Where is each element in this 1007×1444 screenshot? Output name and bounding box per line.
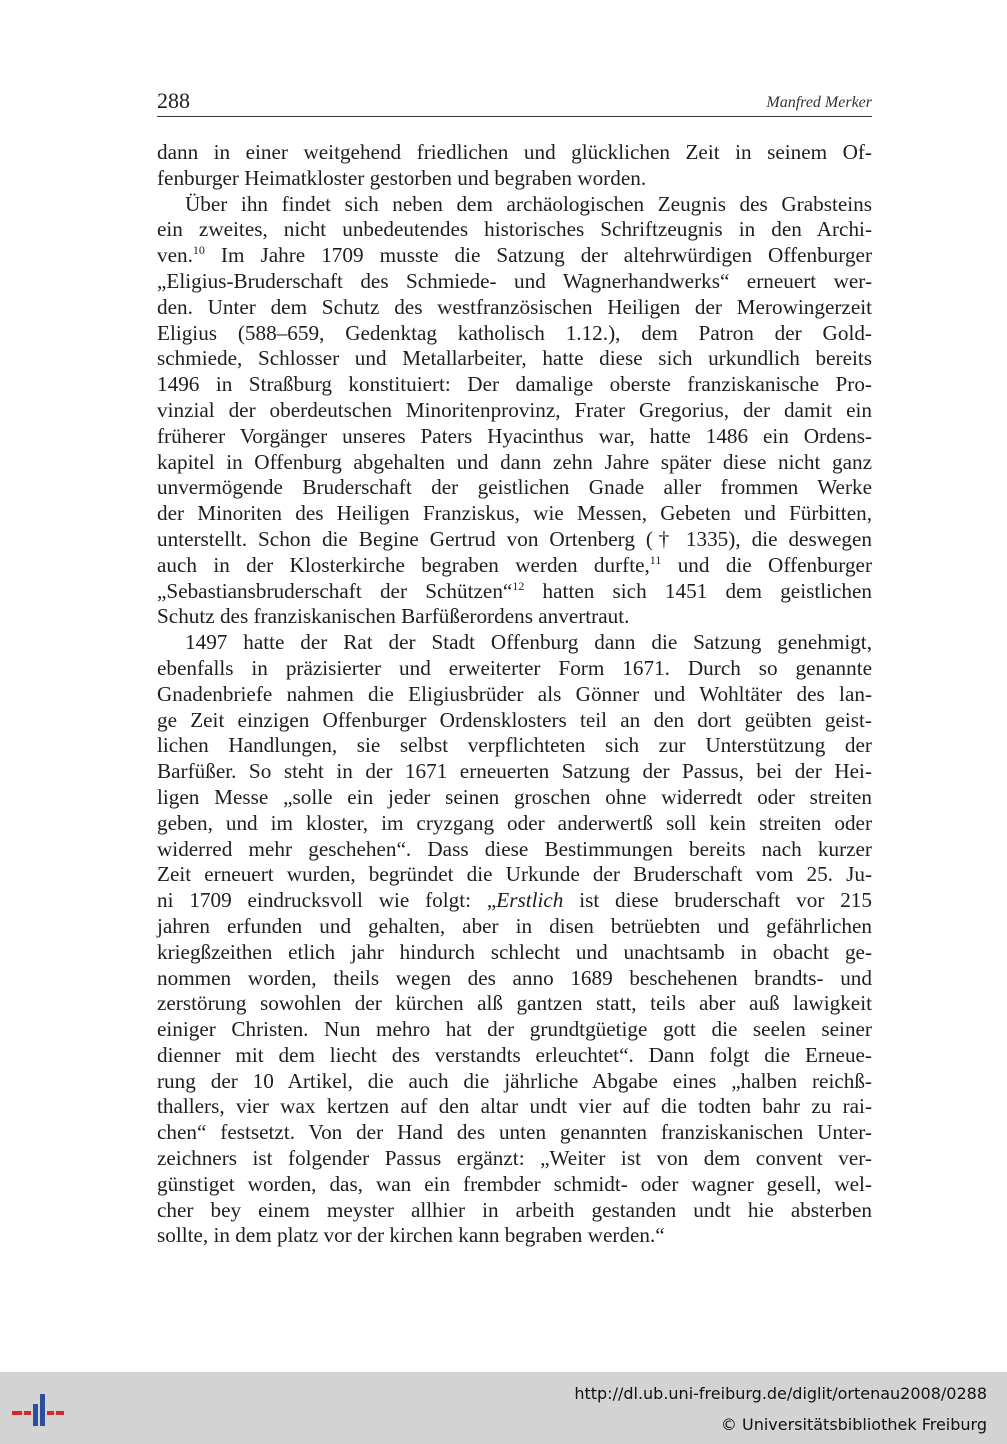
text-line xyxy=(157,579,872,605)
text-line xyxy=(157,243,872,269)
text-segment: Im Jahre 1709 musste die Satzung der altehrwürdigen Offenburger xyxy=(204,243,872,268)
text-segment: und die Offenburger xyxy=(661,552,872,577)
text-line: Schutz des franziskanischen Barfüßerordens anvertraut. xyxy=(157,604,630,629)
text-line: „Eligius-Bruderschaft des Schmiede- und Wagnerhandwerks“ erneuert wer- xyxy=(157,268,872,293)
text-line: zeichners ist folgender Passus ergänzt: „Weiter ist von dem convent ver- xyxy=(157,1146,872,1171)
text-line: Zeit erneuert wurden, begründet die Urkunde der Bruderschaft vom 25. Ju- xyxy=(157,862,872,887)
text-line: einiger Christen. Nun mehro hat der grundtgüetige gott die seelen seiner xyxy=(157,1017,872,1042)
text-line: Gnadenbriefe nahmen die Eligiusbrüder als Gönner und Wohltäter des lan- xyxy=(157,681,872,706)
footnote-marker[interactable]: 10 xyxy=(192,243,205,258)
text-segment: „Sebastiansbruderschaft der Schützen“ xyxy=(157,578,513,603)
text-line: vinzial der oberdeutschen Minoritenprovinz, Frater Gregorius, der damit ein xyxy=(157,397,872,422)
text-segment: hatten sich 1451 dem geistlichen xyxy=(524,578,873,603)
text-segment: ist diese bruderschaft vor 215 xyxy=(563,888,872,913)
text-line xyxy=(157,888,872,914)
text-line: jahren erfunden und gehalten, aber in disen betrüebten und gefährlichen xyxy=(157,913,872,938)
text-segment: ven. xyxy=(157,243,193,268)
footer-bar xyxy=(0,1372,1007,1444)
text-line: kapitel in Offenburg abgehalten und dann zehn Jahre später diese nicht ganz xyxy=(157,449,872,474)
text-line: Eligius (588–659, Gedenktag katholisch 1.12.), dem Patron der Gold- xyxy=(157,320,872,345)
text-line: früherer Vorgänger unseres Paters Hyacinthus war, hatte 1486 ein Ordens- xyxy=(157,423,872,448)
text-line: dann in einer weitgehend friedlichen und glücklichen Zeit in seinem Of- xyxy=(157,140,872,164)
text-line: rung der 10 Artikel, die auch die jährliche Abgabe eines „halben reichß- xyxy=(157,1068,872,1093)
footer-url-link[interactable]: http://dl.ub.uni-freiburg.de/diglit/ortenau2008/0288 xyxy=(574,1384,987,1403)
text-line: unterstellt. Schon die Begine Gertrud von Ortenberg († 1335), die deswegen xyxy=(157,526,872,551)
text-line: schmiede, Schlosser und Metallarbeiter, hatte diese sich urkundlich bereits xyxy=(157,346,872,371)
emphasis-text: Erstlich xyxy=(496,888,564,913)
text-line: fenburger Heimatkloster gestorben und begraben worden. xyxy=(157,165,647,190)
footer-copyright: © Universitätsbibliothek Freiburg xyxy=(720,1415,987,1434)
text-line: dienner mit dem liecht des verstandts erleuchtet“. Dann folgt die Erneue- xyxy=(157,1042,872,1067)
text-segment: auch in der Klosterkirche begraben werden durfte, xyxy=(157,552,650,577)
page-number: 288 xyxy=(157,88,190,113)
text-line: Barfüßer. So steht in der 1671 erneuerten Satzung der Passus, bei der Hei- xyxy=(157,759,872,784)
text-line xyxy=(157,553,872,579)
text-line: ge Zeit einzigen Offenburger Ordensklosters teil an den dort geübten geist- xyxy=(157,707,872,732)
text-line: 1497 hatte der Rat der Stadt Offenburg dann die Satzung genehmigt, xyxy=(185,630,872,655)
text-line: ein zweites, nicht unbedeutendes historisches Schriftzeugnis in den Archi- xyxy=(157,217,872,242)
text-line: unvermögende Bruderschaft der geistlichen Gnade aller frommen Werke xyxy=(157,475,872,500)
text-line: thallers, vier wax kertzen auf den altar undt vier auf die todten bahr zu rai- xyxy=(157,1094,872,1119)
text-line: chen“ festsetzt. Von der Hand des unten genannten franziskanischen Unter- xyxy=(157,1120,872,1145)
text-line: nommen worden, theils wegen des anno 1689 beschehenen brandts- und xyxy=(157,965,872,990)
text-line: 1496 in Straßburg konstituiert: Der damalige oberste franziskanische Pro- xyxy=(157,372,872,397)
footnote-marker[interactable]: 12 xyxy=(512,578,525,593)
text-line: Über ihn findet sich neben dem archäologischen Zeugnis des Grabsteins xyxy=(185,191,872,216)
paragraph-3 xyxy=(157,630,872,1249)
page-header xyxy=(157,88,872,117)
paragraph-2 xyxy=(157,192,872,631)
text-line: ligen Messe „solle ein jeder seinen groschen ohne widerredt oder streiten xyxy=(157,784,872,809)
text-line: lichen Handlungen, sie selbst verpflichteten sich zur Unterstützung der xyxy=(157,733,872,758)
text-line: ebenfalls in präzisierter und erweiterter Form 1671. Durch so genannte xyxy=(157,655,872,680)
text-line: sollte, in dem platz vor der kirchen kann begraben werden.“ xyxy=(157,1223,665,1248)
text-line: günstiget worden, das, wan ein frembder schmidt- oder wagner gesell, wel- xyxy=(157,1171,872,1196)
text-line: der Minoriten des Heiligen Franziskus, wie Messen, Gebeten und Fürbitten, xyxy=(157,501,872,526)
running-head-author: Manfred Merker xyxy=(766,94,872,111)
text-line: kriegßzeithen etlich jahr hindurch schlecht und unachtsamb in obacht ge- xyxy=(157,939,872,964)
text-line: geben, und im kloster, im cryzgang oder anderwertß soll kein streiten oder xyxy=(157,810,872,835)
paragraph-1 xyxy=(157,140,872,192)
footnote-marker[interactable]: 11 xyxy=(649,552,662,567)
body-text xyxy=(157,140,872,1249)
text-line: cher bey einem meyster allhier in arbeith gestanden undt hie absterben xyxy=(157,1197,872,1222)
text-segment: ni 1709 eindrucksvoll wie folgt: „ xyxy=(157,888,497,913)
text-line: zerstörung sowohlen der kürchen alß gantzen statt, teils aber auß lawigkeit xyxy=(157,991,872,1016)
ub-freiburg-logo-icon[interactable] xyxy=(12,1384,64,1434)
text-line: den. Unter dem Schutz des westfranzösischen Heiligen der Merowingerzeit xyxy=(157,294,872,319)
text-line: widerred mehr geschehen“. Dass diese Bestimmungen bereits nach kurzer xyxy=(157,836,872,861)
